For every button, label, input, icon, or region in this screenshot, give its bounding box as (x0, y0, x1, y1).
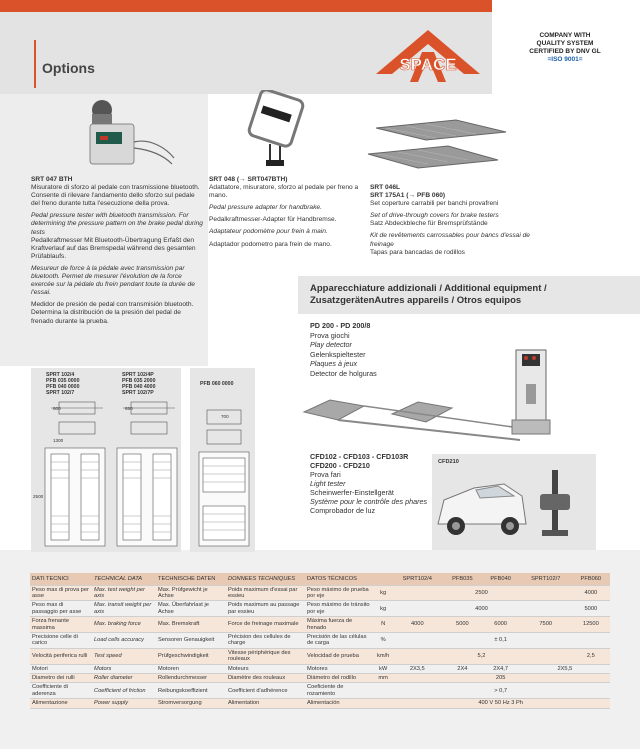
header-sprt1027: SPRT102/7 (520, 573, 572, 585)
cell-de: Max. Bremskraft (156, 617, 226, 633)
cell-unit: N (375, 617, 391, 633)
pd200-es: Detector de holguras (310, 368, 377, 378)
cell-it: Peso max di passaggio per asse (30, 601, 92, 617)
table-row (30, 699, 610, 708)
srt047-de: Pedalkraftmesser Mit Bluetooth-Übertragung Erfaßt den Kraftverlauf auf das Bremspedal während des gesamten Prüfablaufs. (31, 236, 196, 260)
header-pfb060: PFB060 (572, 573, 610, 585)
srt046-fr: Kit de revêtements carrossables pour bancs d'essai de freinage (370, 232, 530, 248)
cell-en: Max. test weight per axis (92, 585, 156, 601)
cfd-en: Light tester (310, 479, 346, 488)
cfd-de: Scheinwerfer-Einstellgerät (310, 488, 394, 497)
technical-data-table (30, 573, 610, 709)
diagram3-models (200, 381, 233, 387)
diagram1-model-3: PFB 040 0000 (46, 384, 80, 390)
cfd-code-1: CFD102 - CFD103 - CFD103R (310, 452, 409, 461)
table-header-row (30, 573, 610, 585)
header-it: DATI TECNICI (30, 573, 92, 585)
srt047-en: Pedal pressure tester with bluetooth transmission. For determining the pressure pattern on the brake pedal during tests (31, 212, 203, 236)
cell-en: Power supply (92, 699, 156, 708)
cell-value: 4000 (391, 617, 443, 633)
table-row (30, 648, 610, 664)
cell-unit: mm (375, 673, 391, 682)
table-row (30, 683, 610, 699)
srt047-es: Medidor de presión de pedal con transmisión bluetooth. Determina la distribución de la presión del pedal de frenado durante la prueba. (31, 301, 194, 325)
cell-value: 2X4,7 (482, 664, 520, 673)
top-accent-bar (0, 0, 492, 12)
cell-es: Velocidad de prueba (305, 648, 375, 664)
cfd-it: Prova fari (310, 470, 341, 479)
cell-en: Roller diameter (92, 673, 156, 682)
cfd-fr: Système pour le contrôle des phares (310, 497, 428, 506)
cell-value: 4000 (391, 601, 571, 617)
space-logo (372, 28, 484, 86)
diagram1-model-4: SPRT 102/7 (46, 390, 75, 396)
cell-es: Peso máximo de tránsito por eje (305, 601, 375, 617)
diagram2-model-1: SPRT 102/4P (122, 372, 154, 378)
cfd210-label: CFD210 (438, 459, 459, 465)
cell-it: Precisione celle di carico (30, 632, 92, 648)
cell-de: Sensoren Genauigkeit (156, 632, 226, 648)
pd200-de: Gelenkspieltester (310, 349, 366, 359)
diagram1-model-1: SPRT 102/4 (46, 372, 75, 378)
cell-unit: kg (375, 601, 391, 617)
cell-fr: Poids maximum d'essai par essieu (226, 585, 305, 601)
cell-value: 2500 (391, 585, 571, 601)
dim-label-700: 700 (221, 414, 229, 419)
svg-text:SPACE: SPACE (399, 55, 457, 74)
cfd-es: Comprobador de luz (310, 506, 376, 515)
company-certification (500, 32, 630, 64)
table-row (30, 601, 610, 617)
srt048-es: Adaptador podometro para frein de mano. (209, 240, 332, 248)
company-line-1: COMPANY WITH (539, 32, 591, 39)
cell-it: Motori (30, 664, 92, 673)
cell-it: Forza frenante massima (30, 617, 92, 633)
diagram1-models (46, 372, 79, 396)
header-fr: DONNEES TECHNIQUES (226, 573, 305, 585)
header-en: TECHNICAL DATA (92, 573, 156, 585)
cell-fr: Moteurs (226, 664, 305, 673)
cell-es: Peso máximo de prueba por eje (305, 585, 375, 601)
diagram1-model-2: PFB 035 0000 (46, 378, 80, 384)
srt046-de: Satz Abdeckbleche für Bremsprüfstände (370, 220, 488, 228)
diagram2-models (122, 372, 155, 396)
cell-de: Rollendurchmesser (156, 673, 226, 682)
cell-en: Max. braking force (92, 617, 156, 633)
header-es: DATOS TÉCNICOS (305, 573, 375, 585)
cell-es: Motores (305, 664, 375, 673)
cell-de: Stromversorgung (156, 699, 226, 708)
cell-en: Motors (92, 664, 156, 673)
cell-fr: Coefficient d'adhérence (226, 683, 305, 699)
cell-value: 12500 (572, 617, 610, 633)
roller-dimension-drawings (31, 398, 255, 552)
pd200-en: Play detector (310, 340, 352, 350)
srt048-en: Pedal pressure adapter for handbrake. (209, 204, 322, 212)
srt047-fr: Mesureur de force à la pédale avec transmission par bluetooth. Permet de mesurer l'évolution de la force exercée sur la pédale du frein pendant toute la durée de l'essai. (31, 264, 195, 297)
cell-en: Test speed (92, 648, 156, 664)
cell-it: Coefficiente di aderenza (30, 683, 92, 699)
cell-en: Load cells accuracy (92, 632, 156, 648)
cell-fr: Alimentation (226, 699, 305, 708)
diagram2-model-4: SPRT 102/7P (122, 390, 154, 396)
srt048-it: Adattatore, misuratore, sforzo al pedale per freno a mano. (209, 184, 359, 200)
srt046-code-2: SRT 175A1 (→ PFB 060) (370, 192, 446, 200)
cell-es: Alimentación (305, 699, 375, 708)
cell-en: Coefficient of friction (92, 683, 156, 699)
cell-fr: Précision des cellules de charge (226, 632, 305, 648)
dim-label-600: 600 (53, 406, 61, 411)
cell-value: 400 V 50 Hz 3 Ph (391, 699, 610, 708)
cfd-description (310, 452, 438, 515)
cell-unit: kW (375, 664, 391, 673)
header-accent-line (34, 40, 36, 88)
header-pfb035: PFB035 (443, 573, 481, 585)
cell-value: 2X3,5 (391, 664, 443, 673)
cfd210-photo-frame (432, 454, 596, 550)
cell-value: 7500 (520, 617, 572, 633)
header-sprt1024: SPRT102/4 (391, 573, 443, 585)
header-de: TECHNISCHE DATEN (156, 573, 226, 585)
diagram2-model-2: PFB 035 2000 (122, 378, 156, 384)
cell-value: 5000 (572, 601, 610, 617)
cell-es: Coeficiente de rozamiento (305, 683, 375, 699)
company-line-2: QUALITY SYSTEM (536, 40, 594, 47)
table-row (30, 673, 610, 682)
cell-unit: % (375, 632, 391, 648)
srt046-description (370, 184, 536, 257)
table-row (30, 632, 610, 648)
dim-label-2500: 2500 (33, 494, 44, 499)
cell-fr: Force de freinage maximale (226, 617, 305, 633)
cell-it: Velocità periferica rulli (30, 648, 92, 664)
cell-unit: km/h (375, 648, 391, 664)
cell-value: 2X5,5 (520, 664, 610, 673)
cell-value: > 0,7 (391, 683, 610, 699)
cell-value: 5000 (443, 617, 481, 633)
srt046-en: Set of drive-through covers for brake testers (370, 212, 499, 220)
cell-de: Motoren (156, 664, 226, 673)
handbrake-adapter-image (242, 90, 308, 172)
diagram2-model-3: PFB 040 4000 (122, 384, 156, 390)
table-row (30, 617, 610, 633)
srt048-description (209, 176, 361, 249)
pd200-fr: Plaques à jeux (310, 359, 358, 369)
cell-es: Diámetro del rodillo (305, 673, 375, 682)
dim-label-1300: 1300 (53, 438, 64, 443)
headlight-tester-image (434, 466, 594, 548)
cfd-code-2: CFD200 - CFD210 (310, 461, 370, 470)
play-detector-image (300, 344, 558, 444)
header-pfb040: PFB040 (482, 573, 520, 585)
cell-es: Máxima fuerza de frenado (305, 617, 375, 633)
cell-en: Max. transit weight per axis (92, 601, 156, 617)
srt047-description (31, 176, 203, 326)
drive-through-covers-image (366, 118, 512, 174)
srt046-code-1: SRT 046L (370, 184, 401, 191)
cell-value: 4000 (572, 585, 610, 601)
pedal-tester-image (70, 98, 178, 170)
srt047-it: Misuratore di sforzo al pedale con trasmissione bluetooth. Consente di rilevare l'andamento dello sforzo sul pedale del freno durante tutta l'esecuzione della prova. (31, 184, 200, 208)
cell-value: 6000 (482, 617, 520, 633)
pd200-code: PD 200 - PD 200/8 (310, 321, 371, 330)
cell-unit: kg (375, 585, 391, 601)
cell-de: Max. Überfahrlast je Achse (156, 601, 226, 617)
cell-unit (375, 699, 391, 708)
cell-es: Precisión de las células de carga (305, 632, 375, 648)
cell-value: ± 0,1 (391, 632, 610, 648)
cell-fr: Diamètre des rouleaux (226, 673, 305, 682)
cell-de: Prüfgeschwindigkeit (156, 648, 226, 664)
cell-value: 205 (391, 673, 610, 682)
cell-value: 2X4 (443, 664, 481, 673)
cell-value: 2,5 (572, 648, 610, 664)
srt048-de: Pedalkraftmesser-Adapter für Handbremse. (209, 216, 337, 224)
srt046-es: Tapas para bancadas de rodillos (370, 248, 465, 256)
cell-de: Reibungskoeffizient (156, 683, 226, 699)
srt048-code: SRT 048 (→ SRT047BTH) (209, 176, 288, 183)
cell-de: Max. Prüfgewicht je Achse (156, 585, 226, 601)
company-line-3: CERTIFIED BY DNV GL (529, 48, 601, 55)
cell-it: Diametro dei rulli (30, 673, 92, 682)
header-unit (375, 573, 391, 585)
additional-equipment-title: Apparecchiature addizionali / Additional equipment / ZusatzgerätenAutres appareils / Otros equipos (310, 283, 547, 306)
cell-fr: Poids maximum au passage par essieu (226, 601, 305, 617)
dim-label-650: 650 (125, 406, 133, 411)
srt047-code: SRT 047 BTH (31, 176, 73, 183)
page-title: Options (42, 60, 95, 76)
cell-value: 5,2 (391, 648, 571, 664)
cell-it: Alimentazione (30, 699, 92, 708)
cell-unit (375, 683, 391, 699)
table-row (30, 585, 610, 601)
iso-badge: =ISO 9001= (547, 56, 583, 63)
pd200-it: Prova giochi (310, 330, 350, 340)
diagram3-model-1: PFB 060 0000 (200, 381, 234, 387)
srt048-fr: Adaptateur podomètre pour frein à main. (209, 228, 328, 236)
srt046-it: Set coperture carrabili per banchi provafreni (370, 200, 499, 208)
cell-it: Peso max di prova per asse (30, 585, 92, 601)
table-row (30, 664, 610, 673)
cell-fr: Vitesse périphérique des rouleaux (226, 648, 305, 664)
